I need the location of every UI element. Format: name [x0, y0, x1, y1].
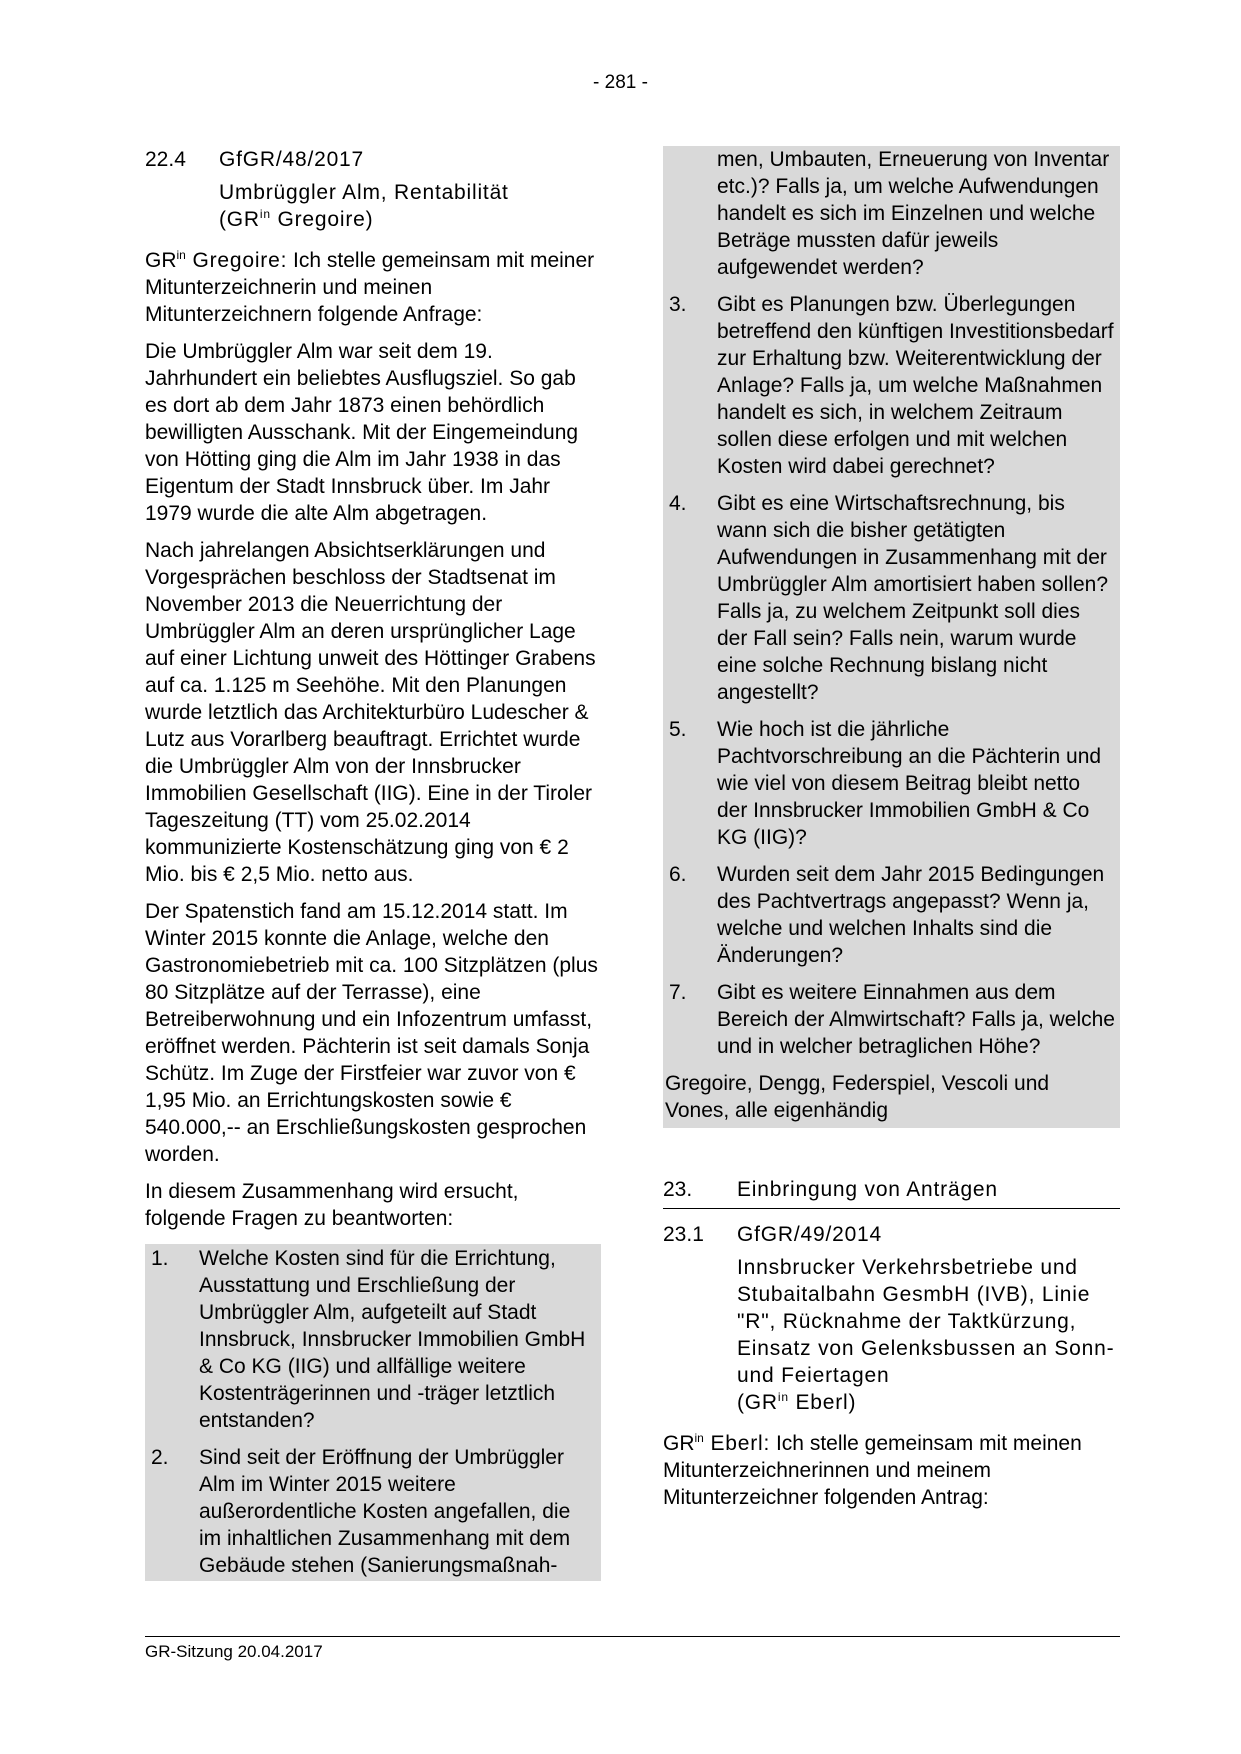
question-item: 5. Wie hoch ist die jährliche Pachtvorschreibung an die Pächterin und wie viel von diesem Beitrag bleibt netto der Innsbrucker Immobilien GmbH & Co KG (IIG)?	[669, 718, 1102, 849]
section-heading-22-4	[145, 146, 601, 173]
question-item: 4. Gibt es eine Wirtschaftsrechnung, bis wann sich die bisher getätigten Aufwendungen in Zusammenhang mit der Umbrüggler Alm amortisiert haben sollen? Falls ja, zu welchem Zeitpunkt soll dies der Fall sein? Falls nein, warum wurde eine solche Rechnung bislang nicht angestellt?	[669, 492, 1109, 704]
section-title: Einbringung von Anträgen	[737, 1178, 998, 1201]
speaker: $GR^{in}$ Eberl:	[663, 1431, 771, 1455]
question-item: 7. Gibt es weitere Einnahmen aus dem Bereich der Almwirtschaft? Falls ja, welche und in welcher betraglichen Höhe?	[669, 981, 1115, 1058]
intro-paragraph: $GR^{in}$ Eberl: Ich stelle gemeinsam mit meinen Mitunterzeichnerinnen und meinem Mitunterzeichner folgenden Antrag:	[663, 1431, 1082, 1509]
question-item: 6. Wurden seit dem Jahr 2015 Bedingungen des Pachtvertrags angepasst? Wenn ja, welche und welchen Inhalts sind die Änderungen?	[669, 863, 1105, 967]
body-paragraph: In diesem Zusammenhang wird ersucht, folgende Fragen zu beantworten:	[145, 1180, 519, 1230]
section-number: 23.	[663, 1178, 693, 1201]
subject-author: ($GR^{in}$ Eberl)	[737, 1390, 857, 1414]
section-subject	[219, 179, 601, 233]
question-item-continued: men, Umbauten, Erneuerung von Inventar etc.)? Falls ja, um welche Aufwendungen handelt es sich im Einzelnen und welche Beträge mussten dafür jeweils aufgewendet werden?	[717, 148, 1110, 279]
body-paragraph: Nach jahrelangen Absichtserklärungen und Vorgesprächen beschloss der Stadtsenat im November 2013 die Neuerrichtung der Umbrüggler Alm an deren ursprünglicher Lage auf einer Lichtung unweit des Höttinger Grabens auf ca. 1.125 m Seehöhe. Mit den Planungen wurde letztlich das Architekturbüro Ludescher & Lutz aus Vorarlberg beauftragt. Errichtet wurde die Umbrüggler Alm von der Innsbrucker Immobilien Gesellschaft (IIG). Eine in der Tiroler Tageszeitung (TT) vom 25.02.2014 kommunizierte Kostenschätzung ging von € 2 Mio. bis € 2,5 Mio. netto aus.	[145, 539, 596, 886]
section-reference: GfGR/48/2017	[219, 148, 365, 171]
question-list-left	[145, 1244, 601, 1581]
subject-line: Umbrüggler Alm, Rentabilität	[219, 181, 509, 204]
body-paragraph: Der Spatenstich fand am 15.12.2014 statt. Im Winter 2015 konnte die Anlage, welche den Gastronomiebetrieb mit ca. 100 Sitzplätzen (plus 80 Sitzplätze auf der Terrasse), eine Betreiberwohnung und ein Infozentrum umfasst, eröffnet werden. Pächterin ist seit damals Sonja Schütz. Im Zuge der Firstfeier war zuvor von € 1,95 Mio. an Errichtungskosten sowie € 540.000,-- an Erschließungskosten gesprochen worden.	[145, 900, 598, 1166]
left-column	[145, 146, 601, 1581]
section-reference: GfGR/49/2014	[737, 1223, 883, 1246]
section-heading-23-1	[663, 1221, 1120, 1248]
question-list-right	[663, 146, 1120, 1128]
intro-paragraph: $GR^{in}$ Gregoire: Ich stelle gemeinsam mit meiner Mitunterzeichnerin und meinen Mitunterzeichnern folgende Anfrage:	[145, 248, 595, 326]
section-heading-23	[663, 1176, 1120, 1209]
question-item: 1. Welche Kosten sind für die Errichtung, Ausstattung und Erschließung der Umbrüggler Alm, aufgeteilt auf Stadt Innsbruck, Innsbrucker Immobilien GmbH & Co KG (IIG) und allfällige weitere Kostenträgerinnen und -träger letztlich entstanden?	[151, 1247, 586, 1432]
subject-author: ($GR^{in}$ Gregoire)	[219, 207, 374, 231]
page-footer: GR-Sitzung 20.04.2017	[145, 1636, 1120, 1662]
question-item: 2. Sind seit der Eröffnung der Umbrüggler Alm im Winter 2015 weitere außerordentliche Kosten angefallen, die im inhaltlichen Zusammenhang mit dem Gebäude stehen (Sanierungsmaßnah-	[151, 1446, 571, 1577]
body-paragraph: Die Umbrüggler Alm war seit dem 19. Jahrhundert ein beliebtes Ausflugsziel. So gab es dort ab dem Jahr 1873 einen behördlich bewilligten Ausschank. Mit der Eingemeindung von Hötting ging die Alm im Jahr 1938 in das Eigentum der Stadt Innsbruck über. Im Jahr 1979 wurde die alte Alm abgetragen.	[145, 340, 579, 525]
section-number: 23.1	[663, 1223, 704, 1246]
speaker: $GR^{in}$ Gregoire:	[145, 248, 288, 272]
question-item: 3. Gibt es Planungen bzw. Überlegungen betreffend den künftigen Investitionsbedarf zur Erhaltung bzw. Weiterentwicklung der Anlage? Falls ja, um welche Maßnahmen handelt es sich, in welchem Zeitraum sollen diese erfolgen und mit welchen Kosten wird dabei gerechnet?	[669, 293, 1114, 478]
signatures: Gregoire, Dengg, Federspiel, Vescoli und Vones, alle eigenhändig	[665, 1072, 1050, 1122]
section-subject: Innsbrucker Verkehrsbetriebe und Stubaitalbahn GesmbH (IVB), Linie "R", Rücknahme der Taktkürzung, Einsatz von Gelenksbussen an Sonn- und Feiertagen ($GR^{in}$ Eberl)	[737, 1254, 1120, 1416]
section-number: 22.4	[145, 148, 186, 171]
page-number: - 281 -	[593, 72, 648, 93]
right-column	[663, 146, 1120, 1521]
